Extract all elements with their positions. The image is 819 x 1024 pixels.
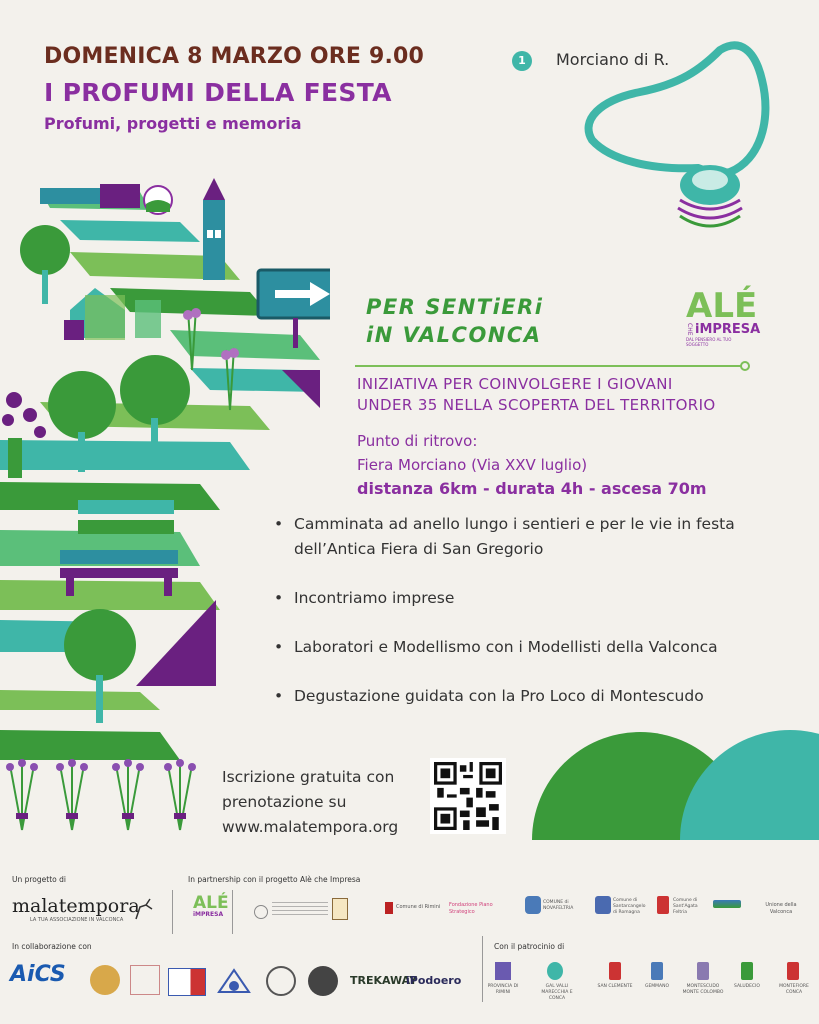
deer-icon: [132, 895, 154, 921]
route-map-icon: [580, 40, 780, 240]
ministry-text-block: [272, 902, 328, 916]
patron-logos: PROVINCIA DI RIMINI GAL VALLI MARECCHIA E CONCA SAN CLEMENTE GEMMANO MONTESCUDO MONTE COLOMBO SALUDECIO MONTEFIORE CONCA: [485, 958, 819, 1018]
montefiore-crest-icon: [787, 962, 799, 980]
flag-logo-icon: [168, 968, 206, 996]
rimini-crest-icon: [385, 902, 393, 914]
province-crest-icon: [495, 962, 511, 980]
valconca-union-logo-icon: [713, 900, 741, 908]
lavender-bundles: [0, 755, 210, 835]
hills-decoration: [530, 720, 819, 840]
gemmano-crest-icon: [651, 962, 663, 980]
ale-footer-logo: ALÉ iMPRESA: [193, 893, 229, 918]
cai-logo-icon: [215, 966, 253, 996]
event-date: DOMENICA 8 MARZO ORE 9.00: [44, 44, 425, 69]
trekaway-logo: TREKAWAY: [350, 974, 418, 987]
gal-logo-icon: [547, 962, 563, 980]
event-subtitle: Profumi, progetti e memoria: [44, 114, 302, 133]
aics-logo: AiCS: [10, 962, 66, 987]
initiative-description: INIZIATIVA PER COINVOLGERE I GIOVANI UNDER 35 NELLA SCOPERTA DEL TERRITORIO: [357, 375, 716, 414]
divider-line: [355, 365, 745, 367]
stage-number-badge: 1: [512, 51, 532, 71]
santagata-crest-icon: [657, 896, 669, 914]
sentieri-logo-text: PER SENTiERi iN VALCONCA: [366, 295, 544, 347]
stage-location: Morciano di R.: [556, 50, 670, 69]
anci-logo-icon: [332, 898, 348, 920]
list-item: • Camminata ad anello lungo i sentieri e per le vie in festa dell’Antica Fiera di San Gregorio: [272, 512, 792, 562]
patronage-label: Con il patrocinio di: [494, 942, 565, 951]
novafeltria-crest-icon: [525, 896, 541, 914]
santarcangelo-crest-icon: [595, 896, 611, 914]
list-item: • Incontriamo imprese: [272, 586, 792, 611]
circle-logo-icon: [266, 966, 296, 996]
ipodoero-logo: iPodoero: [406, 974, 462, 987]
route-stats: distanza 6km - durata 4h - ascesa 70m: [357, 479, 707, 498]
divider-dot: [740, 361, 750, 371]
list-item: • Degustazione guidata con la Pro Loco di Montescudo: [272, 684, 792, 709]
san-clemente-crest-icon: [609, 962, 621, 980]
footer-divider: [172, 890, 173, 934]
activities-list: [272, 512, 792, 733]
ministry-emblem-icon: [254, 905, 268, 919]
qr-code[interactable]: [430, 758, 506, 834]
event-title: I PROFUMI DELLA FESTA: [44, 78, 392, 107]
project-by-label: Un progetto di: [12, 875, 66, 884]
malatempora-logo: malatempora LA TUA ASSOCIAZIONE IN VALCONCA: [12, 895, 140, 923]
crest-icon: [90, 965, 120, 995]
tree-logo-icon: [308, 966, 338, 996]
collaboration-label: In collaborazione con: [12, 942, 92, 951]
association-logo-icon: [130, 965, 160, 995]
partnership-label: In partnership con il progetto Alè che Impresa: [188, 875, 361, 884]
footer-divider: [232, 890, 233, 934]
signup-info: Iscrizione gratuita con prenotazione su www.malatempora.org: [222, 765, 398, 840]
signup-url-link[interactable]: www.malatempora.org: [222, 818, 399, 836]
ale-impresa-logo: ALÉ CHE iMPRESA DAL PENSIERO AL TUO SOGGETTO: [686, 286, 761, 347]
meeting-point: Punto di ritrovo: Fiera Morciano (Via XXV luglio) distanza 6km - durata 4h - ascesa 70m: [357, 429, 707, 501]
montescudo-crest-icon: [697, 962, 709, 980]
footer-divider: [482, 936, 483, 1002]
saludecio-crest-icon: [741, 962, 753, 980]
list-item: • Laboratori e Modellismo con i Modellisti della Valconca: [272, 635, 792, 660]
